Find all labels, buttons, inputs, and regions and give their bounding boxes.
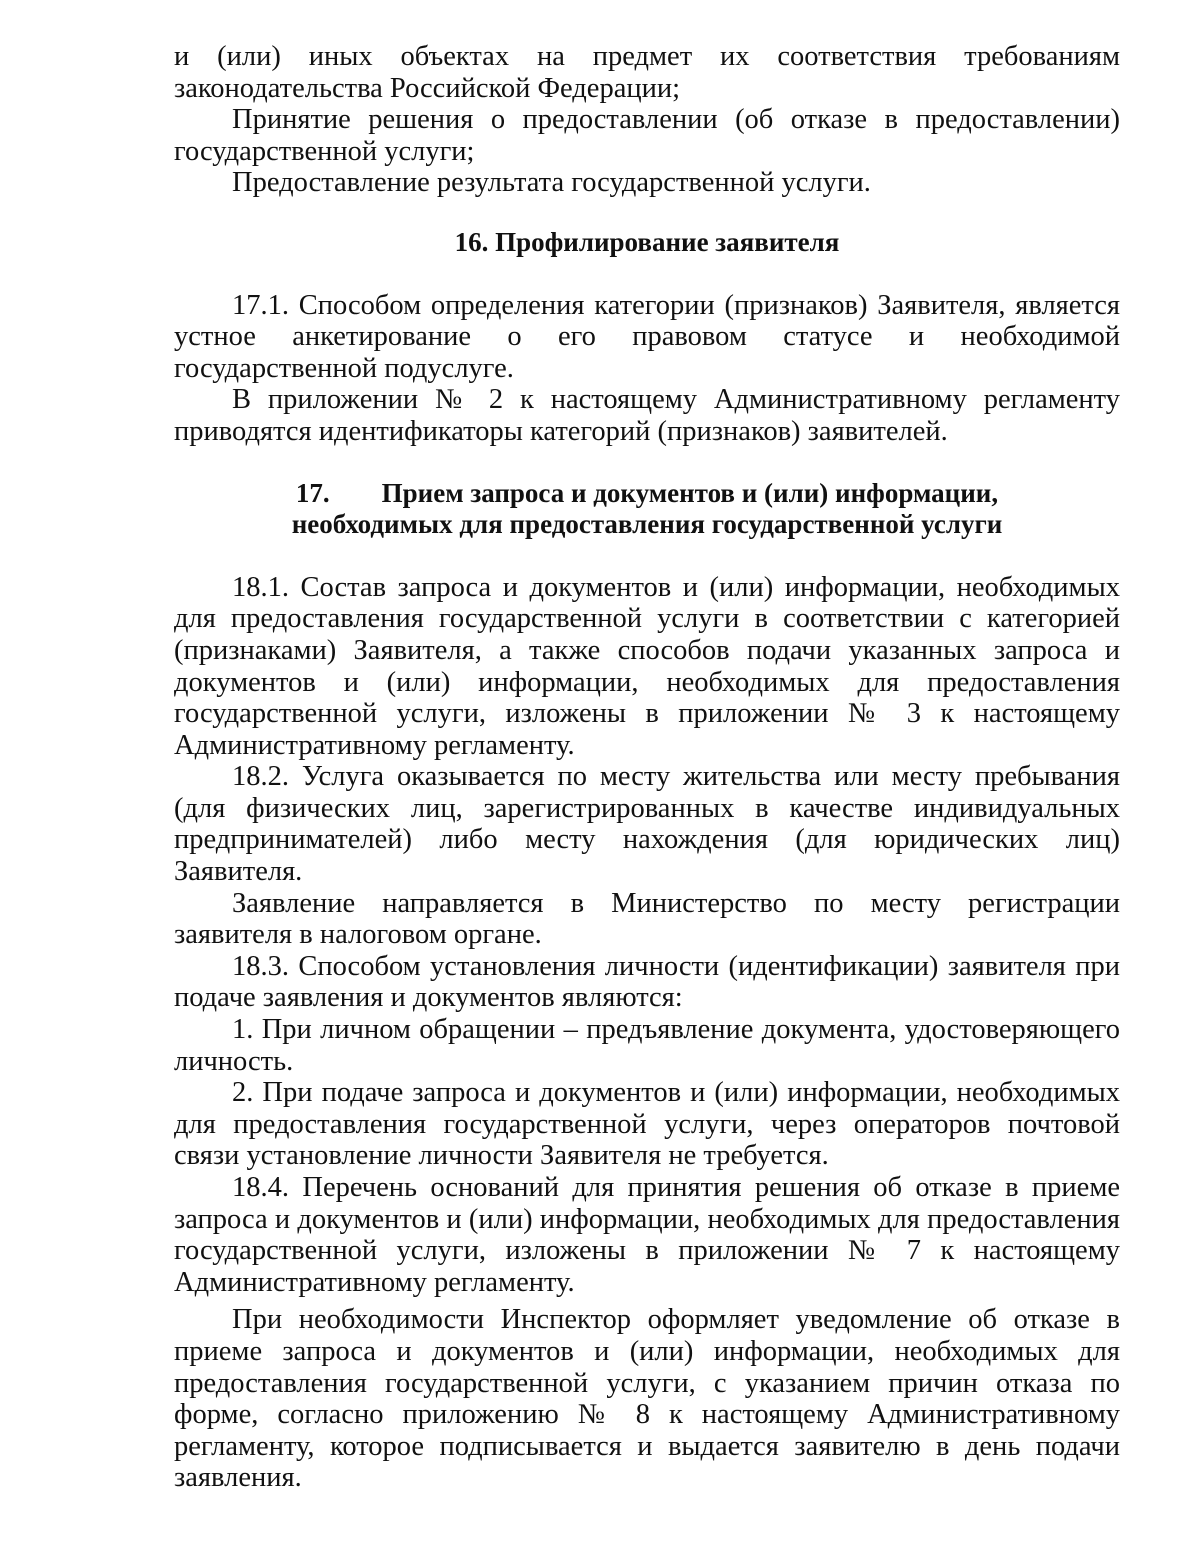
paragraph-17-1: 17.1. Способом определения категории (признаков) Заявителя, является устное анкетирование о его правовом статусе и необходимой государственной подуслуге. bbox=[174, 289, 1120, 384]
section-17-number: 17. bbox=[295, 477, 330, 508]
paragraph-refusal-notice: При необходимости Инспектор оформляет уведомление об отказе в приеме запроса и документов и (или) информации, необходимых для предоставления государственной услуги, с указанием причин отказа по форме, согласно приложению № 8 к настоящему Административному регламенту, которое подписывается и выдается заявителю в день подачи заявления. bbox=[174, 1304, 1120, 1494]
section-16-heading: 16. Профилирование заявителя bbox=[454, 226, 840, 257]
paragraph-continued: и (или) иных объектах на предмет их соответствия требованиям законодательства Российской Федерации; bbox=[174, 41, 1120, 104]
paragraph-18-4: 18.4. Перечень оснований для принятия решения об отказе в приеме запроса и документов и (или) информации, необходимых для предоставления государственной услуги, изложены в приложении № 7 к настоящему Административному регламенту. bbox=[174, 1172, 1120, 1298]
paragraph-result: Предоставление результата государственной услуги. bbox=[232, 167, 871, 199]
paragraph-appendix-2: В приложении № 2 к настоящему Административному регламенту приводятся идентификаторы категорий (признаков) заявителей. bbox=[174, 384, 1120, 447]
paragraph-decision: Принятие решения о предоставлении (об отказе в предоставлении) государственной услуги; bbox=[174, 104, 1120, 167]
paragraph-postal-operators: 2. При подаче запроса и документов и (или) информации, необходимых для предоставления государственной услуги, через операторов почтовой связи установление личности Заявителя не требуется. bbox=[174, 1077, 1120, 1172]
document-body bbox=[174, 41, 1120, 1494]
paragraph-personal-appeal: 1. При личном обращении – предъявление документа, удостоверяющего личность. bbox=[174, 1014, 1120, 1077]
paragraph-18-3: 18.3. Способом установления личности (идентификации) заявителя при подаче заявления и документов являются: bbox=[174, 950, 1120, 1014]
section-17-heading-line2: необходимых для предоставления государственной услуги bbox=[291, 509, 1003, 540]
section-16-body bbox=[174, 290, 1120, 448]
paragraph-18-1: 18.1. Состав запроса и документов и (или) информации, необходимых для предоставления государственной услуги в соответствии с категорией (признаками) Заявителя, а также способов подачи указанных запроса и документов и (или) информации, необходимых для предоставления государственной услуги, изложены в приложении № 3 к настоящему Административному регламенту. bbox=[174, 571, 1120, 761]
section-17-heading bbox=[174, 478, 1120, 541]
section-17-body bbox=[174, 572, 1120, 1494]
paragraph-application-sent: Заявление направляется в Министерство по месту регистрации заявителя в налоговом органе. bbox=[174, 887, 1120, 951]
section-17-heading-line1: Прием запроса и документов и (или) информации, bbox=[381, 477, 999, 508]
paragraph-18-2: 18.2. Услуга оказывается по месту жительства или месту пребывания (для физических лиц, зарегистрированных в качестве индивидуальных предпринимателей) либо месту нахождения (для юридических лиц) Заявителя. bbox=[174, 761, 1120, 888]
